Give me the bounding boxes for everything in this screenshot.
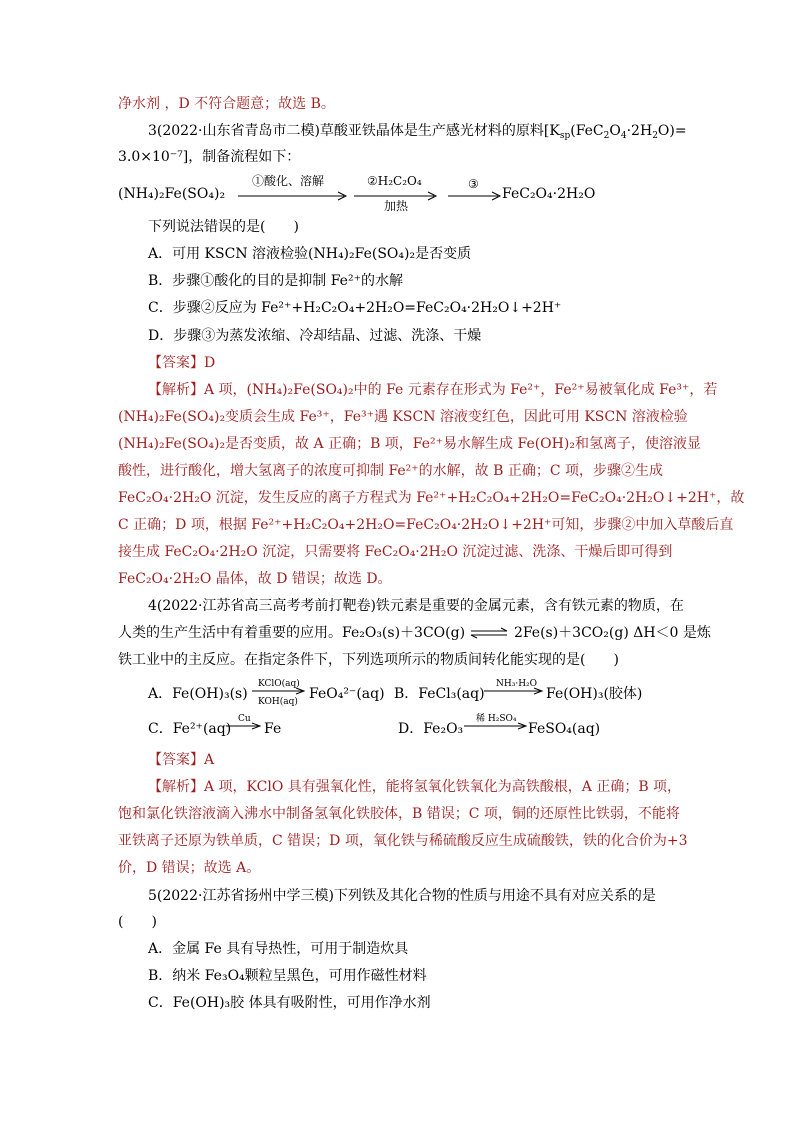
q3-option-b: B．步骤①酸化的目的是抑制 Fe²⁺的水解 (148, 273, 403, 289)
q4-analysis-line: 价，D 错误；故选 A。 (118, 860, 261, 876)
q4-option-c-reagent: Cu (238, 714, 251, 724)
q5-stem-line2: ( ) (118, 914, 157, 930)
q4-option-c-left: C．Fe²⁺(aq) (148, 721, 232, 737)
q4-option-b-left: B．FeCl₃(aq) (394, 686, 485, 702)
continuation-line: 净水剂 ，D 不符合题意；故选 B。 (118, 96, 335, 112)
flow-arrow-1 (238, 191, 350, 201)
q3-analysis-line: (NH₄)₂Fe(SO₄)₂是否变质，故 A 正确；B 项，Fe²⁺易水解生成 Fe(OH)₂和氢离子，使溶液显 (118, 436, 701, 452)
q4-option-d-right: FeSO₄(aq) (528, 721, 601, 737)
q4-stem-line1: 4(2022·江苏省高三高考考前打靶卷)铁元素是重要的金属元素，含有铁元素的物质，在 (148, 598, 684, 614)
q3-formula-d: O)= (657, 123, 687, 139)
q3-answer: 【答案】D (148, 355, 216, 371)
q4-analysis-line: 【解析】A 项，KClO 具有强氧化性，能将氢氧化铁氧化为高铁酸根，A 正确；B 项， (148, 779, 682, 795)
q3-option-d: D．步骤③为蒸发浓缩、冷却结晶、过滤、洗涤、干燥 (148, 328, 482, 344)
q3-stem-line1: 3(2022·山东省青岛市二模)草酸亚铁晶体是生产感光材料的原料[$K_{sp}(FeC_2O_4\cdot 2H_2O)=$ (148, 123, 687, 141)
q4-stem-line3: 铁工业中的主反应。在指定条件下，下列选项所示的物质间转化能实现的是( ) (118, 652, 619, 668)
q3-analysis-line: C 正确；D 项，根据 Fe²⁺+H₂C₂O₄+2H₂O=FeC₂O₄·2H₂O↓+2H⁺可知，步骤②中加入草酸后直 (118, 517, 734, 533)
q3-analysis-line: 【解析】A 项，(NH₄)₂Fe(SO₄)₂中的 Fe 元素存在形式为 Fe²⁺，Fe²⁺易被氧化成 Fe³⁺，若 (148, 382, 718, 398)
flow-step1-label: ①酸化、溶解 (252, 174, 325, 188)
q4-analysis-line: 饱和氯化铁溶液滴入沸水中制备氢氧化铁胶体，B 错误；C 项，铜的还原性比铁弱，不能将 (118, 806, 680, 822)
q4-option-d-reagent: 稀 H₂SO₄ (476, 714, 517, 724)
flow-arrow-3 (448, 191, 504, 201)
q3-analysis-line: (NH₄)₂Fe(SO₄)₂变质会生成 Fe³⁺，Fe³⁺遇 KSCN 溶液变红色，因此可用 KSCN 溶液检验 (118, 409, 688, 425)
q3-question: 下列说法错误的是( ) (148, 219, 299, 235)
q5-option-c: C．Fe(OH)₃胶 体具有吸附性，可用作净水剂 (148, 995, 431, 1011)
q4-option-b-arrow (484, 686, 546, 696)
q3-stem-line2: 3.0×10⁻⁷]，制备流程如下： (118, 149, 301, 165)
q4-option-a-reagent: KClO(aq) (258, 679, 300, 689)
q3-analysis-line: 酸性，进行酸化，增大氢离子的浓度可抑制 Fe²⁺的水解，故 B 正确；C 项，步骤②生成 (118, 463, 664, 479)
q4-reaction-right: 2Fe(s)＋3CO₂(g) ΔH＜0 是炼 (513, 625, 711, 641)
q4-option-a-condition: KOH(aq) (258, 697, 298, 707)
q3-stem-text: 3(2022·山东省青岛市二模)草酸亚铁晶体是生产感光材料的原料[K (148, 123, 560, 139)
q4-stem-line2 (118, 623, 711, 643)
q4-option-a-arrow (252, 686, 308, 696)
q4-option-c-right: Fe (264, 721, 282, 737)
q3-option-c: C．步骤②反应为 Fe²⁺+H₂C₂O₄+2H₂O=FeC₂O₄·2H₂O↓+2H⁺ (148, 300, 562, 316)
q3-analysis-line: FeC₂O₄·2H₂O 晶体，故 D 错误；故选 D。 (118, 571, 392, 587)
q4-option-d-left: D．Fe₂O₃ (398, 721, 464, 737)
q4-option-d-arrow (464, 721, 530, 731)
q5-stem-line1: 5(2022·江苏省扬州中学三模)下列铁及其化合物的性质与用途不具有对应关系的是 (148, 888, 656, 904)
flow-step3-label: ③ (468, 177, 479, 191)
q5-option-a: A．金属 Fe 具有导热性，可用于制造炊具 (148, 941, 409, 957)
q4-option-b-reagent: NH₃·H₂O (496, 679, 538, 689)
q3-ksp-sub: sp (559, 131, 571, 141)
q3-formula-b: O (609, 123, 621, 139)
flow-step2-label: ②H₂C₂O₄ (367, 174, 422, 188)
q5-option-b: B．纳米 Fe₃O₄颗粒呈黑色，可用作磁性材料 (148, 968, 427, 984)
q3-formula-c: ·2H (626, 123, 653, 139)
q4-answer: 【答案】A (148, 752, 215, 768)
q4-option-c-arrow (226, 721, 264, 731)
flow-start: (NH₄)₂Fe(SO₄)₂ (118, 186, 226, 202)
q4-analysis-line: 亚铁离子还原为铁单质，C 错误；D 项，氧化铁与稀硫酸反应生成硫酸铁，铁的化合价为+3 (118, 833, 688, 849)
q4-option-a-right: FeO₄²⁻(aq) (309, 686, 385, 702)
q4-reaction-left: 人类的生产生活中有着重要的应用。Fe₂O₃(s)＋3CO(g) (118, 625, 466, 641)
flow-step2-condition: 加热 (384, 199, 409, 213)
q3-analysis-line: FeC₂O₄·2H₂O 沉淀，发生反应的离子方程式为 Fe²⁺+H₂C₂O₄+2H₂O=FeC₂O₄·2H₂O↓+2H⁺，故 (118, 490, 745, 506)
equilibrium-arrow-icon (469, 627, 509, 639)
q3-formula-a: (FeC (570, 123, 604, 139)
q4-option-b-right: Fe(OH)₃(胶体) (546, 686, 643, 702)
q3-analysis-line: 接生成 FeC₂O₄·2H₂O 沉淀，只需要将 FeC₂O₄·2H₂O 沉淀过滤、洗涤、干燥后即可得到 (118, 544, 673, 560)
q3-option-a: A．可用 KSCN 溶液检验(NH₄)₂Fe(SO₄)₂是否变质 (148, 246, 472, 262)
q4-option-a-left: A．Fe(OH)₃(s) (148, 686, 248, 702)
flow-end: FeC₂O₄·2H₂O (502, 186, 596, 202)
